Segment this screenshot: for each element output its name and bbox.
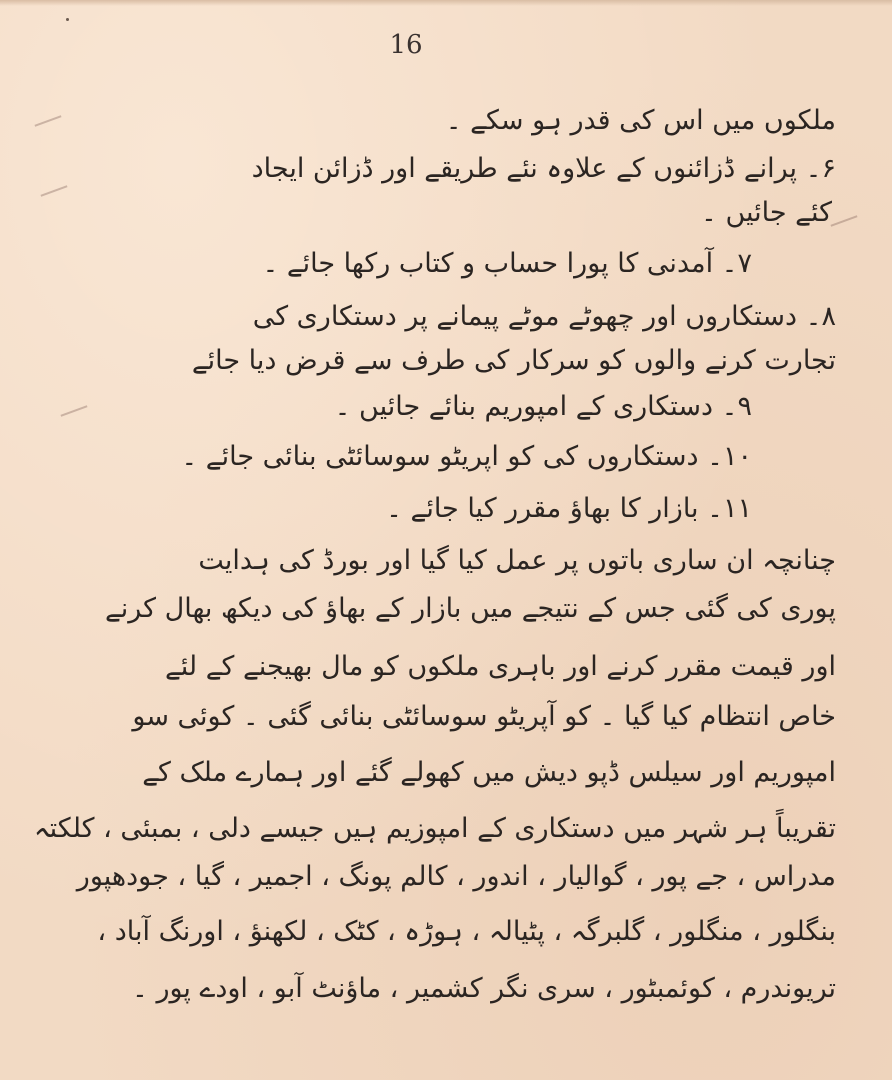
page-edge-shadow [0, 0, 892, 6]
text-line: امپوریم اور سیلس ڈپو دیش میں کھولے گئے اور ہمارے ملک کے [142, 757, 836, 788]
ghost-stroke [41, 185, 68, 196]
text-line: تقریباً ہر شہر میں دستکاری کے امپوزیم ہیں جیسے دلی ، بمبئی ، کلکتہ [33, 813, 836, 844]
text-line: ۱۰۔ دستکاروں کی کو اپریٹو سوسائٹی بنائی جائے ۔ [181, 441, 752, 472]
text-line: ۸۔ دستکاروں اور چھوٹے موٹے پیمانے پر دستکاری کی [252, 301, 836, 332]
text-line: ۷۔ آمدنی کا پورا حساب و کتاب رکھا جائے ۔ [262, 248, 752, 279]
ghost-stroke [61, 405, 88, 416]
text-line: ملکوں میں اس کی قدر ہو سکے ۔ [445, 105, 836, 136]
page-number: 16 [389, 30, 423, 60]
text-line: تریوندرم ، کوئمبٹور ، سری نگر کشمیر ، ماؤنٹ آبو ، اودے پور ۔ [132, 973, 836, 1004]
text-line: ۹۔ دستکاری کے امپوریم بنائے جائیں ۔ [334, 391, 752, 422]
text-line: ۱۱۔ بازار کا بھاؤ مقرر کیا جائے ۔ [386, 493, 752, 524]
ghost-stroke [831, 215, 858, 226]
ink-dot [66, 18, 69, 21]
text-line: پوری کی گئی جس کے نتیجے میں بازار کے بھاؤ کی دیکھ بھال کرنے [104, 593, 836, 624]
text-line: کئے جائیں ۔ [701, 197, 832, 228]
text-line: خاص انتظام کیا گیا ۔ کو آپریٹو سوسائٹی بنائی گئی ۔ کوئی سو [132, 701, 836, 732]
text-line: تجارت کرنے والوں کو سرکار کی طرف سے قرض دیا جائے [191, 345, 836, 376]
text-line: مدراس ، جے پور ، گوالیار ، اندور ، کالم پونگ ، اجمیر ، گیا ، جودھپور [76, 861, 836, 892]
text-line: بنگلور ، منگلور ، گلبرگہ ، پٹیالہ ، ہوڑہ ، کٹک ، لکھنؤ ، اورنگ آباد ، [97, 916, 836, 947]
text-line: اور قیمت مقرر کرنے اور باہری ملکوں کو مال بھیجنے کے لئے [164, 651, 836, 682]
text-line: چنانچہ ان ساری باتوں پر عمل کیا گیا اور بورڈ کی ہدایت [198, 545, 836, 576]
text-line: ۶۔ پرانے ڈزائنوں کے علاوہ نئے طریقے اور ڈزائن ایجاد [251, 153, 836, 184]
